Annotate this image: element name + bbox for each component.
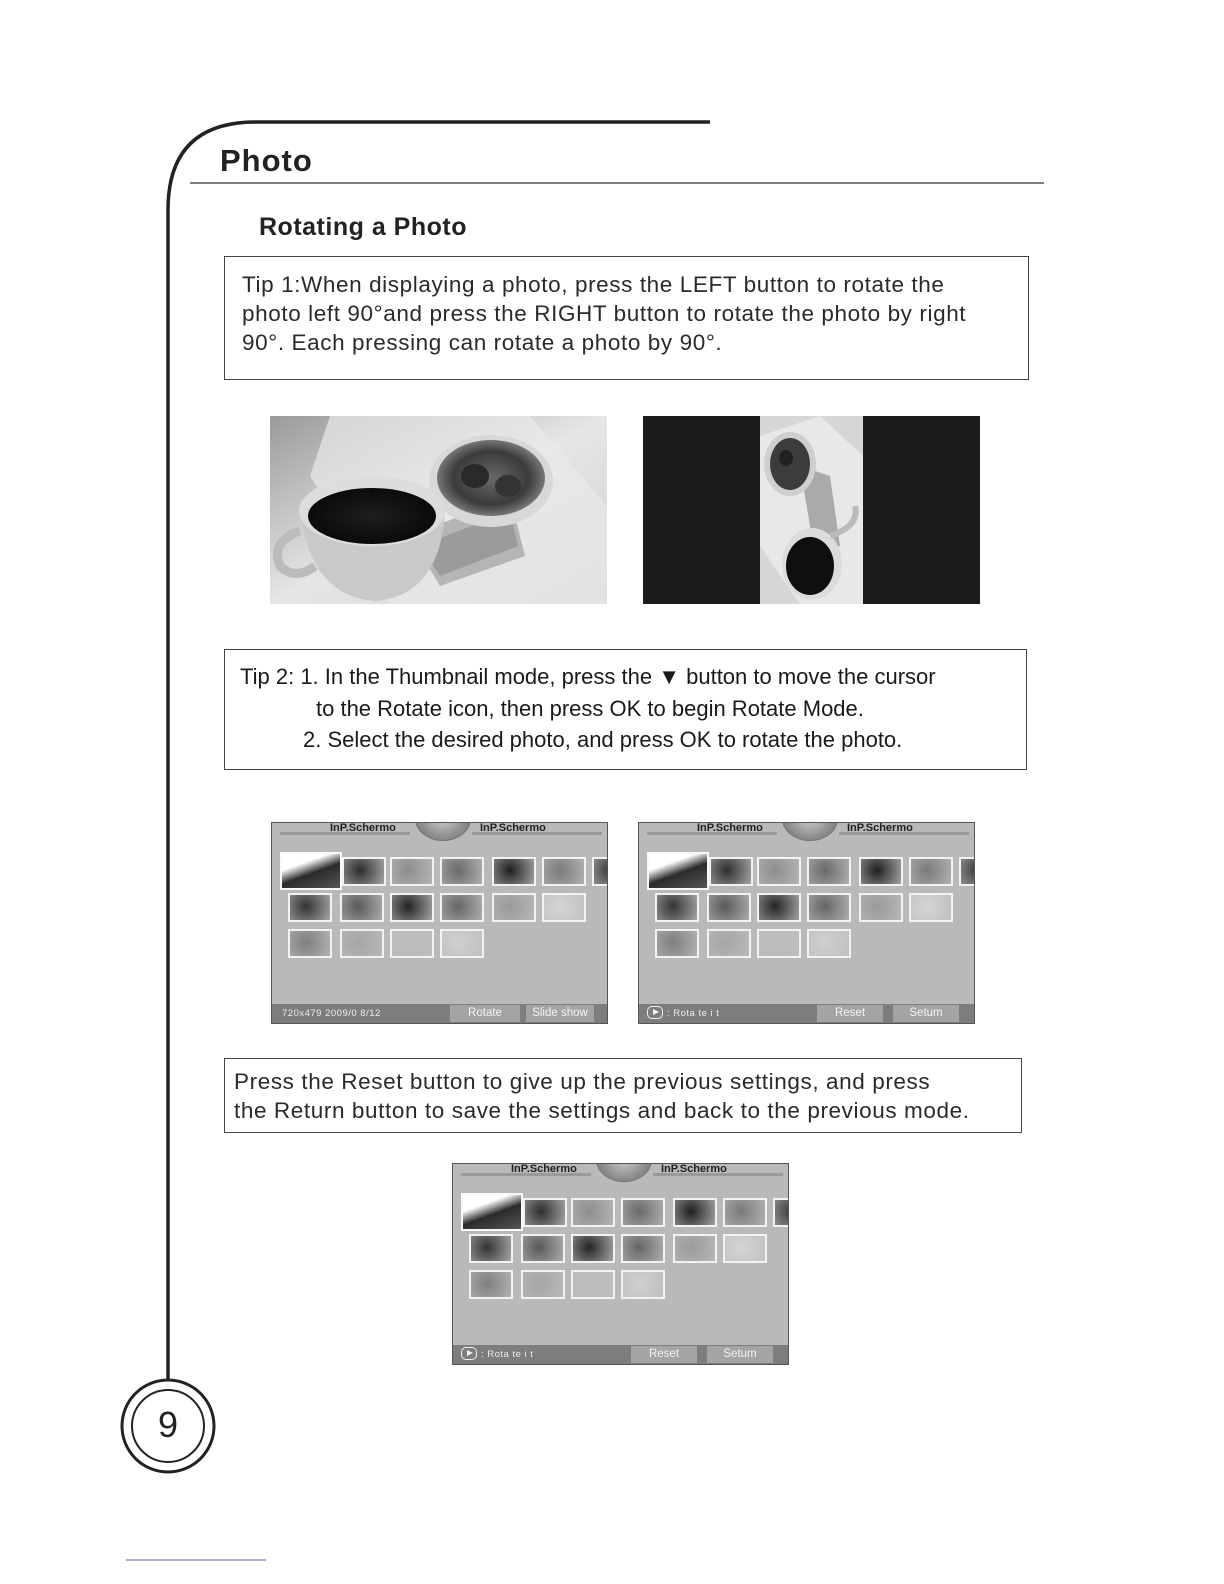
thumbnail[interactable] <box>440 857 484 886</box>
thumbnail[interactable] <box>340 893 384 922</box>
thumbnail[interactable] <box>909 893 953 922</box>
tip2-line: to the Rotate icon, then press OK to begin Rotate Mode. <box>316 695 864 721</box>
thumbnail[interactable] <box>440 929 484 958</box>
status-info: 720x479 2009/0 8/12 <box>282 1008 381 1019</box>
play-icon <box>647 1006 663 1019</box>
tip2-box <box>224 649 1027 770</box>
thumbnail-screen-3 <box>452 1163 789 1365</box>
thumbnail[interactable] <box>340 929 384 958</box>
selected-thumbnail[interactable] <box>280 852 342 890</box>
thumbnail-screen-1 <box>271 822 608 1024</box>
thumbnail[interactable] <box>621 1198 665 1227</box>
tip1-line: Tip 1:When displaying a photo, press the LEFT button to rotate the <box>242 272 945 297</box>
thumbnail[interactable] <box>807 857 851 886</box>
thumbnail-grid <box>639 823 974 1023</box>
thumbnail[interactable] <box>673 1198 717 1227</box>
thumbnail[interactable] <box>390 929 434 958</box>
thumbnail[interactable] <box>773 1198 789 1227</box>
thumbnail[interactable] <box>571 1198 615 1227</box>
thumbnail[interactable] <box>757 857 801 886</box>
reset-button[interactable]: Reset <box>631 1346 697 1363</box>
status-bar <box>453 1345 788 1364</box>
thumbnail[interactable] <box>440 893 484 922</box>
thumbnail[interactable] <box>655 929 699 958</box>
screen-header-right: InP.Schermo <box>661 1163 727 1175</box>
screen-header-left: InP.Schermo <box>697 822 763 834</box>
section-title: Photo <box>220 143 313 178</box>
thumbnail[interactable] <box>707 893 751 922</box>
selected-thumbnail[interactable] <box>647 852 709 890</box>
thumbnail[interactable] <box>723 1234 767 1263</box>
reset-button[interactable]: Reset <box>817 1005 883 1022</box>
rotate-button[interactable]: Rotate <box>450 1005 520 1022</box>
thumbnail[interactable] <box>859 893 903 922</box>
thumbnail[interactable] <box>621 1270 665 1299</box>
thumbnail[interactable] <box>592 857 608 886</box>
thumbnail[interactable] <box>909 857 953 886</box>
thumbnail-grid <box>453 1164 788 1364</box>
thumbnail[interactable] <box>523 1198 567 1227</box>
slideshow-button[interactable]: Slide show <box>526 1005 594 1022</box>
page-number: 9 <box>157 1404 179 1445</box>
thumbnail-grid <box>272 823 607 1023</box>
thumbnail[interactable] <box>342 857 386 886</box>
thumbnail[interactable] <box>571 1270 615 1299</box>
tip3-box <box>224 1058 1022 1133</box>
thumbnail[interactable] <box>469 1270 513 1299</box>
photo-rotated <box>643 416 980 604</box>
screen-header-left: InP.Schermo <box>511 1163 577 1175</box>
tip3-line: Press the Reset button to give up the previous settings, and press <box>234 1069 931 1094</box>
thumbnail[interactable] <box>469 1234 513 1263</box>
play-icon <box>461 1347 477 1360</box>
thumbnail[interactable] <box>492 857 536 886</box>
page-number-badge <box>120 1378 216 1474</box>
screen-header-right: InP.Schermo <box>480 822 546 834</box>
thumbnail[interactable] <box>959 857 975 886</box>
screen-header-right: InP.Schermo <box>847 822 913 834</box>
thumbnail[interactable] <box>521 1234 565 1263</box>
thumbnail[interactable] <box>673 1234 717 1263</box>
thumbnail[interactable] <box>492 893 536 922</box>
thumbnail[interactable] <box>757 893 801 922</box>
tip3-line: the Return button to save the settings and back to the previous mode. <box>234 1098 970 1123</box>
thumbnail[interactable] <box>709 857 753 886</box>
thumbnail[interactable] <box>621 1234 665 1263</box>
tip2-line: Tip 2: 1. In the Thumbnail mode, press the ▼ button to move the cursor <box>240 664 936 689</box>
tip2-line: 2. Select the desired photo, and press OK to rotate the photo. <box>303 727 903 752</box>
status-bar <box>639 1004 974 1023</box>
thumbnail[interactable] <box>542 857 586 886</box>
return-button[interactable]: Setum <box>893 1005 959 1022</box>
thumbnail[interactable] <box>390 857 434 886</box>
thumbnail[interactable] <box>542 893 586 922</box>
thumbnail[interactable] <box>723 1198 767 1227</box>
status-info: : Rota te i t <box>667 1008 720 1019</box>
status-bar <box>272 1004 607 1023</box>
tip1-line: 90°. Each pressing can rotate a photo by 90°. <box>242 330 723 355</box>
thumbnail[interactable] <box>757 929 801 958</box>
tip1-box <box>224 256 1029 380</box>
thumbnail[interactable] <box>707 929 751 958</box>
photo-original <box>270 416 607 604</box>
selected-thumbnail[interactable] <box>461 1193 523 1231</box>
screen-header-left: InP.Schermo <box>330 822 396 834</box>
thumbnail[interactable] <box>288 929 332 958</box>
thumbnail[interactable] <box>655 893 699 922</box>
thumbnail[interactable] <box>390 893 434 922</box>
thumbnail[interactable] <box>288 893 332 922</box>
subsection-title: Rotating a Photo <box>259 213 467 241</box>
thumbnail[interactable] <box>807 893 851 922</box>
thumbnail[interactable] <box>571 1234 615 1263</box>
tip1-line: photo left 90°and press the RIGHT button to rotate the photo by right <box>242 301 967 326</box>
return-button[interactable]: Setum <box>707 1346 773 1363</box>
thumbnail[interactable] <box>859 857 903 886</box>
thumbnail[interactable] <box>521 1270 565 1299</box>
thumbnail[interactable] <box>807 929 851 958</box>
thumbnail-screen-2 <box>638 822 975 1024</box>
status-info: : Rota te i t <box>481 1349 534 1360</box>
